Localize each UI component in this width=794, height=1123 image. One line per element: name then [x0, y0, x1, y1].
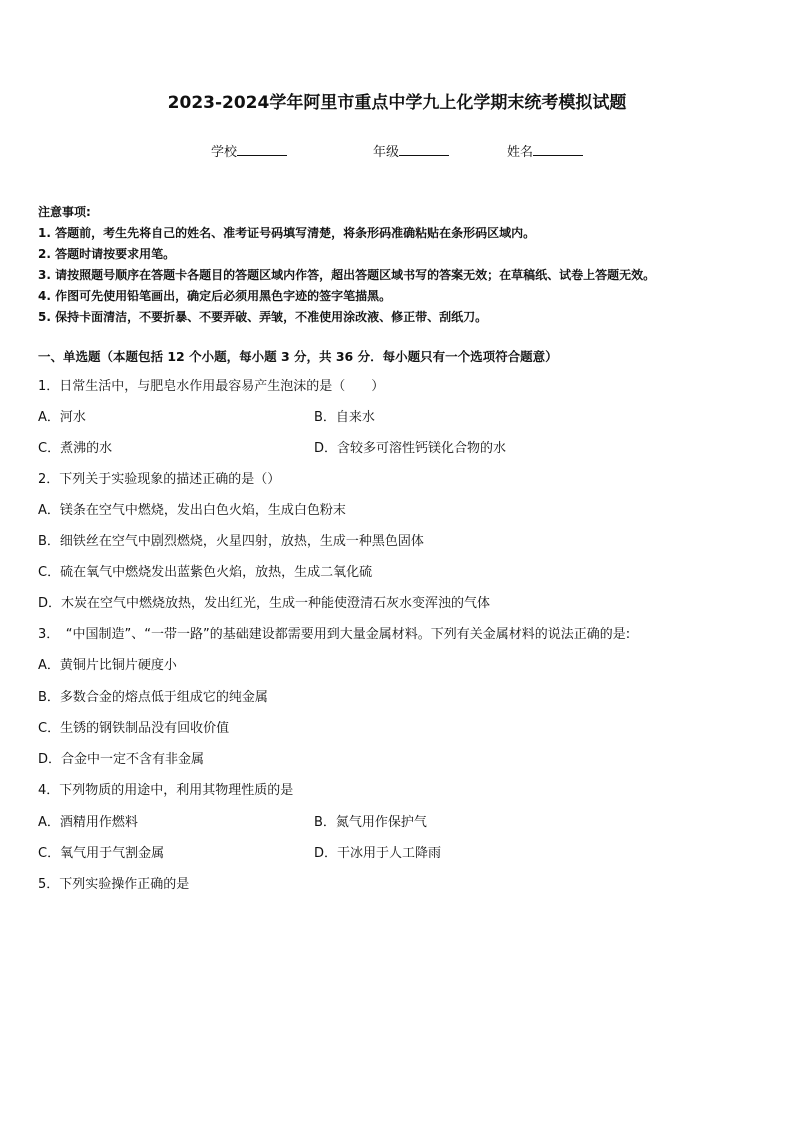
question-option[interactable]: C．硫在氧气中燃烧发出蓝紫色火焰，放热，生成二氧化硫 — [38, 565, 373, 580]
question-option[interactable]: B．多数合金的熔点低于组成它的纯金属 — [38, 690, 268, 705]
notice-item: 3. 请按照题号顺序在答题卡各题目的答题区域内作答，超出答题区域书写的答案无效；在草稿纸、试卷上答题无效。 — [38, 268, 656, 282]
question-stem: 5．下列实验操作正确的是 — [38, 877, 190, 892]
question-option[interactable]: B．自来水 — [314, 410, 375, 425]
question-stem: 2．下列关于实验现象的描述正确的是（） — [38, 472, 281, 487]
question-option[interactable]: A．酒精用作燃料 — [38, 815, 138, 830]
question-stem: 4．下列物质的用途中，利用其物理性质的是 — [38, 783, 294, 798]
question-option[interactable]: C．煮沸的水 — [38, 441, 113, 456]
notice-item: 2. 答题时请按要求用笔。 — [38, 247, 176, 261]
school-blank[interactable] — [237, 143, 287, 156]
question-option[interactable]: B．氮气用作保护气 — [314, 815, 427, 830]
school-label: 学校 — [211, 145, 238, 160]
question-stem: 3． “中国制造”、“一带一路”的基础建设都需要用到大量金属材料。下列有关金属材料的说法正确的是: — [38, 627, 631, 642]
notice-item: 1. 答题前，考生先将自己的姓名、准考证号码填写清楚，将条形码准确粘贴在条形码区域内。 — [38, 226, 536, 240]
notice-heading: 注意事项: — [38, 205, 91, 219]
name-field[interactable] — [507, 141, 583, 160]
question-option[interactable]: C．生锈的钢铁制品没有回收价值 — [38, 721, 230, 736]
question-option[interactable]: D．木炭在空气中燃烧放热，发出红光，生成一种能使澄清石灰水变浑浊的气体 — [38, 596, 491, 611]
question-option[interactable]: D．合金中一定不含有非金属 — [38, 752, 205, 767]
question-option[interactable]: A．河水 — [38, 410, 86, 425]
question-option[interactable]: C．氧气用于气割金属 — [38, 846, 165, 861]
grade-blank[interactable] — [399, 143, 449, 156]
question-option[interactable]: B．细铁丝在空气中剧烈燃烧，火星四射，放热，生成一种黑色固体 — [38, 534, 424, 549]
grade-label: 年级 — [373, 145, 400, 160]
question-stem: 1．日常生活中，与肥皂水作用最容易产生泡沫的是（ ） — [38, 379, 385, 394]
question-option[interactable]: D．含较多可溶性钙镁化合物的水 — [314, 441, 507, 456]
question-option[interactable]: A．黄铜片比铜片硬度小 — [38, 658, 177, 673]
exam-title: 2023-2024学年阿里市重点中学九上化学期末统考模拟试题 — [167, 93, 627, 113]
school-field[interactable] — [211, 141, 287, 160]
notice-item: 4. 作图可先使用铅笔画出，确定后必须用黑色字迹的签字笔描黑。 — [38, 289, 392, 303]
grade-field[interactable] — [373, 141, 449, 160]
question-option[interactable]: D．干冰用于人工降雨 — [314, 846, 442, 861]
section-heading: 一、单选题（本题包括 12 个小题，每小题 3 分，共 36 分．每小题只有一个选项符合题意） — [38, 349, 558, 364]
name-label: 姓名 — [507, 145, 534, 160]
question-option[interactable]: A．镁条在空气中燃烧，发出白色火焰，生成白色粉末 — [38, 503, 346, 518]
notice-item: 5. 保持卡面清洁，不要折暴、不要弄破、弄皱，不准使用涂改液、修正带、刮纸刀。 — [38, 310, 488, 324]
name-blank[interactable] — [533, 143, 583, 156]
